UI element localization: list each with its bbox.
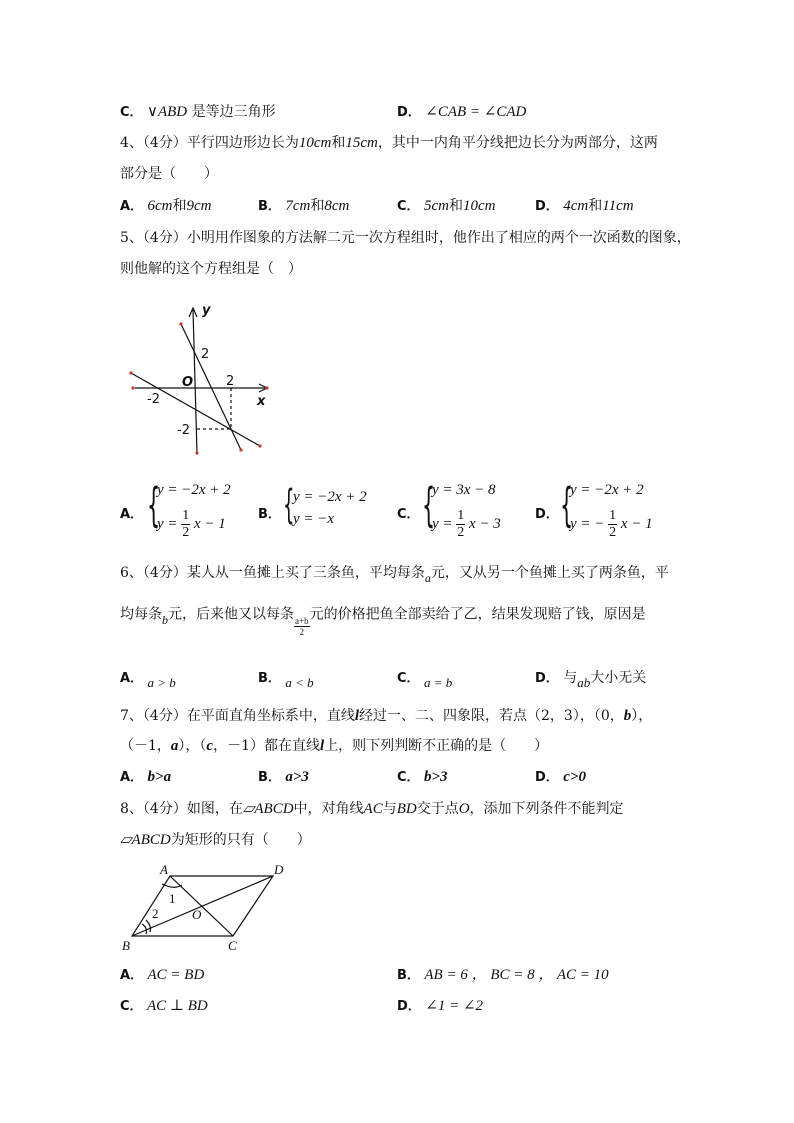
numerator: 1 [182, 508, 190, 523]
q7-option-c [397, 767, 448, 788]
q4-stem-line2: 部分是（ ） [120, 166, 218, 182]
option-label: B． [258, 199, 281, 214]
q5-option-c-label [397, 504, 420, 525]
stem-text: 上，则下列判断不正确的是（ ） [324, 738, 549, 754]
eq-part: x − 3 [469, 515, 501, 532]
fraction [456, 508, 465, 541]
option-text: 和 [310, 198, 325, 214]
denominator: 2 [299, 627, 305, 637]
q4-option-d [535, 196, 634, 217]
brace: { [283, 482, 295, 528]
option-label: D． [535, 770, 559, 785]
option-label: A． [120, 968, 144, 983]
equation-2 [157, 508, 226, 541]
equation-1: y = 3x − 8 [432, 482, 496, 498]
stem-var: l [320, 738, 325, 754]
numerator: 1 [457, 508, 465, 523]
stem-var: b [162, 612, 168, 627]
stem-var: b [623, 708, 632, 724]
endpoint-dot [239, 448, 242, 451]
stem-value: 10cm [298, 135, 332, 151]
endpoint-dot [179, 322, 182, 325]
q5-option-a-label [120, 504, 143, 525]
option-math: 8cm [324, 198, 350, 214]
q6-option-a [120, 668, 176, 689]
q5-option-c-system [420, 480, 530, 544]
option-label: A． [120, 671, 144, 686]
angle-2-arc-inner [142, 924, 147, 934]
stem-var: a [170, 738, 179, 754]
option-text: 与 [563, 670, 578, 686]
tick-x-pos: 2 [226, 374, 235, 389]
q6-stem-line2 [120, 604, 646, 637]
q7-option-b [258, 767, 309, 788]
q6-option-c [397, 668, 452, 689]
eq-part: y = − [570, 515, 605, 532]
option-label: B． [397, 968, 420, 983]
option-label: C． [120, 999, 143, 1014]
stem-text: 平行四边形边长为 [186, 135, 299, 151]
stem-text: 元，又从另一个鱼摊上买了两条鱼，平 [430, 565, 669, 581]
option-math: 10cm [463, 198, 496, 214]
vertex-d-label: D [274, 862, 284, 877]
stem-text: 交于点 [416, 801, 459, 817]
option-math: a < b [285, 675, 314, 690]
question-number: 4、（4分） [120, 135, 187, 151]
stem-math: O [458, 801, 470, 817]
option-math: 9cm [186, 198, 212, 214]
equation-2 [570, 508, 653, 541]
endpoint-dot [129, 371, 132, 374]
eq-part: y = [157, 515, 178, 532]
q3-option-c [120, 102, 276, 123]
option-text: 和 [172, 198, 187, 214]
option-math: ∨ABD [147, 104, 188, 120]
q7-option-d [535, 767, 586, 788]
option-math: a>3 [285, 769, 309, 785]
equation-1: y = −2x + 2 [293, 489, 367, 505]
option-label: B． [258, 770, 281, 785]
option-label: C． [397, 507, 420, 522]
option-label: A． [120, 199, 144, 214]
option-label: D． [535, 671, 559, 686]
stem-math: ⏥ABCD [242, 801, 294, 817]
option-math: b>3 [424, 769, 448, 785]
stem-text: 元的价格把鱼全部卖给了乙，结果发现赔了钱，原因是 [309, 606, 646, 623]
option-math: 5cm [424, 198, 449, 214]
stem-value: 15cm [345, 135, 378, 151]
stem-text: （－1， [120, 738, 171, 754]
option-label: D． [535, 507, 559, 522]
q7-option-a [120, 767, 171, 788]
vertex-c-label: C [228, 938, 237, 953]
center-o-label: O [192, 907, 202, 922]
stem-text: 经过一、二、四象限，若点（2，3），（0， [359, 708, 624, 724]
stem-text: ）， [631, 708, 653, 724]
q4-stem-line1 [120, 133, 658, 153]
option-math: AC = BD [147, 967, 205, 983]
vertex-b-label: B [122, 938, 130, 953]
eq-part: y = [432, 515, 453, 532]
option-label: B． [258, 671, 281, 686]
stem-text: 8、（4分）如图，在 [120, 801, 243, 817]
stem-math: AC [363, 801, 383, 817]
option-label: C． [397, 199, 420, 214]
option-math: a > b [147, 675, 176, 690]
endpoint-dot [258, 444, 261, 447]
q5-graph [125, 298, 275, 458]
option-text: 大小无关 [590, 670, 647, 686]
endpoint-dot [195, 451, 198, 454]
equation-2: y = −x [293, 511, 335, 527]
angle-1-label: 1 [169, 891, 176, 906]
option-math: 7cm [285, 198, 311, 214]
stem-var: c [206, 738, 214, 754]
equation-1: y = −2x + 2 [570, 482, 644, 498]
denominator: 2 [182, 525, 190, 540]
stem-text: 均每条 [120, 606, 162, 623]
stem-text: 7、（4分）在平面直角坐标系中，直线 [120, 708, 355, 724]
option-math: a = b [424, 675, 453, 690]
q8-option-c [120, 996, 208, 1017]
option-label: B． [258, 507, 281, 522]
stem-text: ，－1）都在直线 [213, 738, 321, 754]
q5-option-d-system [558, 480, 678, 544]
stem-text: 与 [382, 801, 397, 817]
q5-option-b-label [258, 504, 281, 525]
stem-text: 和 [331, 135, 346, 151]
fraction [181, 508, 190, 541]
option-math: AC ⊥ BD [147, 998, 208, 1014]
stem-text: 为矩形的只有（ ） [170, 832, 311, 848]
q6-stem-line1 [120, 563, 669, 583]
option-label: C． [397, 770, 420, 785]
option-label: D． [397, 105, 421, 120]
q7-stem-line1 [120, 706, 652, 726]
option-label: C． [120, 105, 143, 120]
option-math: ab [577, 675, 591, 690]
q8-stem-line2 [120, 830, 311, 850]
fraction [608, 508, 617, 541]
x-axis-label: x [257, 394, 266, 409]
tick-x-neg: -2 [147, 392, 160, 407]
numerator: 1 [609, 508, 617, 523]
q4-option-c [397, 196, 496, 217]
angle-2-label: 2 [152, 906, 159, 921]
brace: { [560, 478, 574, 532]
tick-y-neg: -2 [177, 423, 190, 438]
q5-stem-line2: 则他解的这个方程组是（ ） [120, 261, 302, 277]
option-math: AB = 6 ， BC = 8 ， AC = 10 [424, 967, 609, 983]
option-label: D． [535, 199, 559, 214]
stem-text: 6、（4分）某人从一鱼摊上买了三条鱼，平均每条 [120, 565, 425, 581]
stem-math: BD [396, 801, 417, 817]
option-text: 和 [449, 198, 463, 214]
q5-option-a-system [145, 480, 255, 544]
equation-1: y = −2x + 2 [157, 482, 231, 498]
stem-text: ，其中一内角平分线把边长分为两部分，这两 [377, 135, 658, 151]
option-text: 是等边三角形 [191, 104, 276, 120]
q4-option-b [258, 196, 349, 217]
denominator: 2 [457, 525, 465, 540]
stem-math: ⏥ABCD [120, 832, 171, 848]
fraction-a-plus-b-over-2 [294, 616, 310, 637]
q8-stem-line1 [120, 799, 624, 819]
q5-option-b-system [281, 482, 391, 536]
q8-parallelogram-figure [118, 858, 293, 954]
option-label: D． [397, 999, 421, 1014]
option-math: c>0 [563, 769, 586, 785]
q5-stem-line1: 5、（4分）小明用作图象的方法解二元一次方程组时，他作出了相应的两个一次函数的图象， [120, 230, 691, 246]
option-math: ∠CAB = ∠CAD [425, 104, 527, 120]
endpoint-dot [131, 386, 134, 389]
q8-option-b [397, 965, 609, 986]
eq-part: x − 1 [194, 515, 226, 532]
option-math: 6cm [147, 198, 173, 214]
option-label: A． [120, 770, 144, 785]
stem-text: 中，对角线 [293, 801, 364, 817]
y-axis [193, 310, 197, 453]
option-math: 4cm [563, 198, 589, 214]
tick-y-pos: 2 [201, 347, 210, 362]
brace: { [147, 478, 161, 532]
q6-option-d [535, 668, 646, 689]
eq-part: x − 1 [620, 515, 653, 532]
y-axis-label: y [202, 303, 211, 318]
option-label: A． [120, 507, 144, 522]
brace: { [422, 478, 436, 532]
option-math: 11cm [602, 198, 634, 214]
numerator: a+b [295, 616, 309, 626]
endpoint-dot [265, 386, 268, 389]
stem-text: 元，后来他又以每条 [168, 606, 294, 623]
stem-var: l [354, 708, 359, 724]
stem-text: ，添加下列条件不能判定 [469, 801, 624, 817]
option-math: ∠1 = ∠2 [425, 998, 484, 1014]
stem-var: a [424, 571, 431, 585]
q7-stem-line2 [120, 736, 548, 756]
option-math: b>a [147, 769, 172, 785]
option-text: 和 [588, 198, 603, 214]
stem-text: ），（ [178, 738, 207, 754]
q4-option-a [120, 196, 212, 217]
q8-option-a [120, 965, 204, 986]
denominator: 2 [609, 525, 617, 540]
origin-label: O [182, 375, 194, 390]
q8-option-d [397, 996, 483, 1017]
vertex-a-label: A [160, 862, 168, 877]
q5-option-d-label [535, 504, 559, 525]
q6-option-b [258, 668, 314, 689]
equation-2 [432, 508, 501, 541]
option-label: C． [397, 671, 420, 686]
q3-option-d [397, 102, 526, 123]
